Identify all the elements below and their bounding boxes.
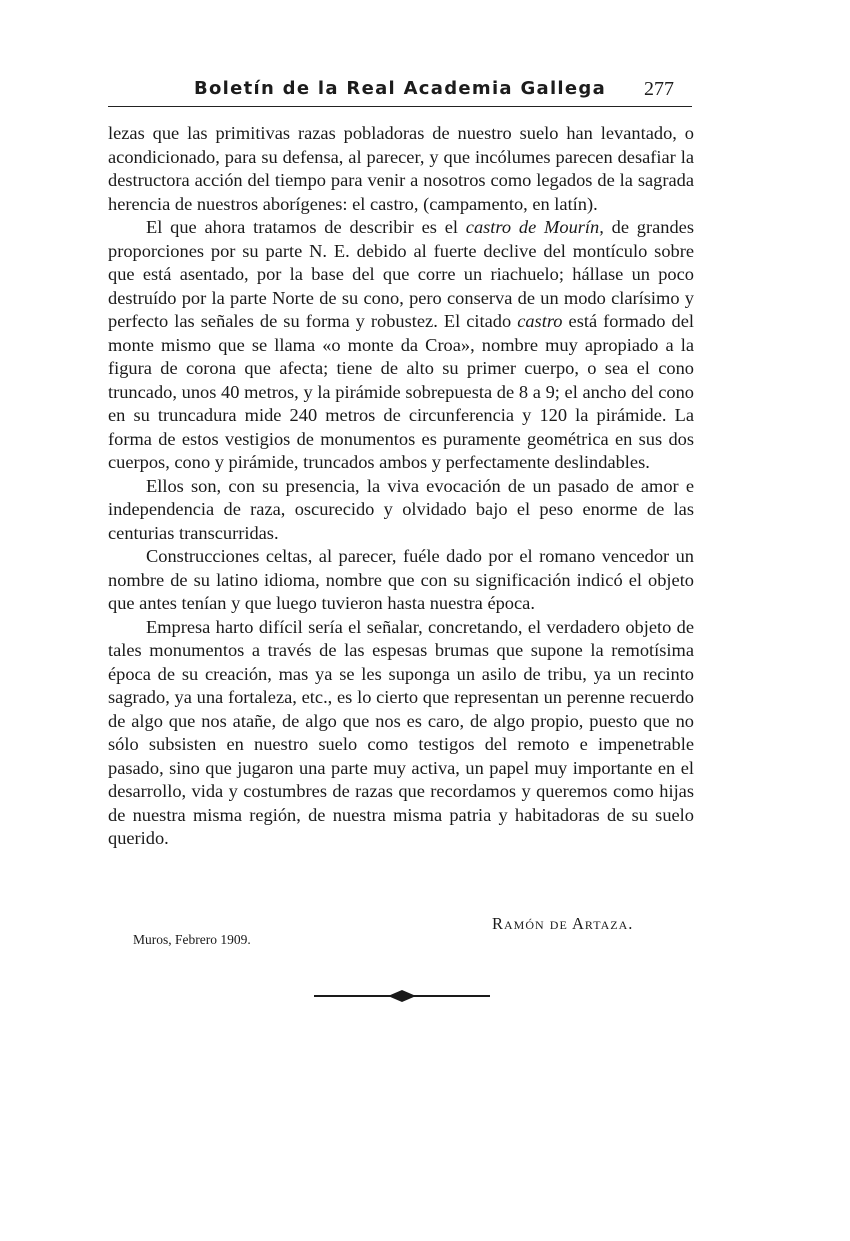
end-ornament bbox=[314, 986, 490, 1006]
text-segment: Empresa harto difícil sería el señalar, concretando, el verdadero objeto de tales monumentos a través de las espesas brumas que supone la remotísima época de su creación, mas ya se les suponga un asilo de tribu, ya un recinto sagrado, ya una fortaleza, etc., es lo cierto que representan un perenne recuerdo de algo que nos atañe, de algo que nos es caro, de algo propio, puesto que no sólo subsisten en nuestro suelo como testigos del remoto e impenetrable pasado, sino que jugaron una parte muy activa, un papel muy importante en el desarrollo, vida y costumbres de razas que recordamos y queremos como hijas de nuestra misma región, de nuestra misma patria y habitadoras de su suelo querido. bbox=[108, 616, 694, 848]
text-segment: está formado del monte mismo que se llama «o monte da Croa», nombre muy apropiado a la figura de corona que afecta; tiene de alto su primer cuerpo, o sea el cono truncado, unos 40 metros, y la pirámide sobrepuesta de 8 a 9; el ancho del cono en su truncadura mide 240 metros de circunferencia y 120 la pirámide. La forma de estos vestigios de monumentos es puramente geométrica en sus dos cuerpos, cono y pirámide, truncados ambos y perfectamente deslindables. bbox=[108, 311, 694, 472]
text-segment: de grandes proporciones por su parte N. E. debido al fuerte declive del montículo sobre que está asentado, por la base del que corre un riachuelo; hállase un poco destruído por la parte Norte de su cono, pero conserva de un modo clarísimo y perfecto las señales de su forma y robustez. El citado bbox=[108, 217, 694, 331]
paragraph bbox=[108, 122, 694, 216]
paragraph bbox=[108, 616, 694, 851]
paragraph bbox=[108, 475, 694, 546]
place-date: Muros, Febrero 1909. bbox=[133, 932, 251, 947]
running-header bbox=[108, 74, 692, 107]
text-segment: lezas que las primitivas razas pobladoras de nuestro suelo han levantado, o acondicionado, para su defensa, al parecer, y que incólumes parecen desafiar la destructora acción del tiempo para venir a nosotros como legados de la sagrada herencia de nuestros aborígenes: el castro, (campamento, en latín). bbox=[108, 123, 694, 214]
article-body bbox=[108, 122, 694, 851]
text-segment: Ellos son, con su presencia, la viva evocación de un pasado de amor e independencia de raza, oscurecido y olvidado bajo el peso enorme de las centurias transcurridas. bbox=[108, 475, 694, 543]
text-segment: Construcciones celtas, al parecer, fuéle dado por el romano vencedor un nombre de su latino idioma, nombre que con su significación indicó el objeto que antes tenían y que luego tuvieron hasta nuestra época. bbox=[108, 546, 694, 613]
italic-term: castro de Mourín, bbox=[465, 217, 604, 237]
paragraph bbox=[108, 216, 694, 475]
author-signature: Ramón de Artaza. bbox=[492, 914, 634, 933]
journal-title: Boletín de la Real Academia Gallega bbox=[193, 78, 607, 99]
page-number: 277 bbox=[644, 78, 674, 100]
paragraph bbox=[108, 545, 694, 616]
italic-term: castro bbox=[517, 311, 563, 331]
text-segment: El que ahora tratamos de describir es el bbox=[146, 217, 466, 237]
